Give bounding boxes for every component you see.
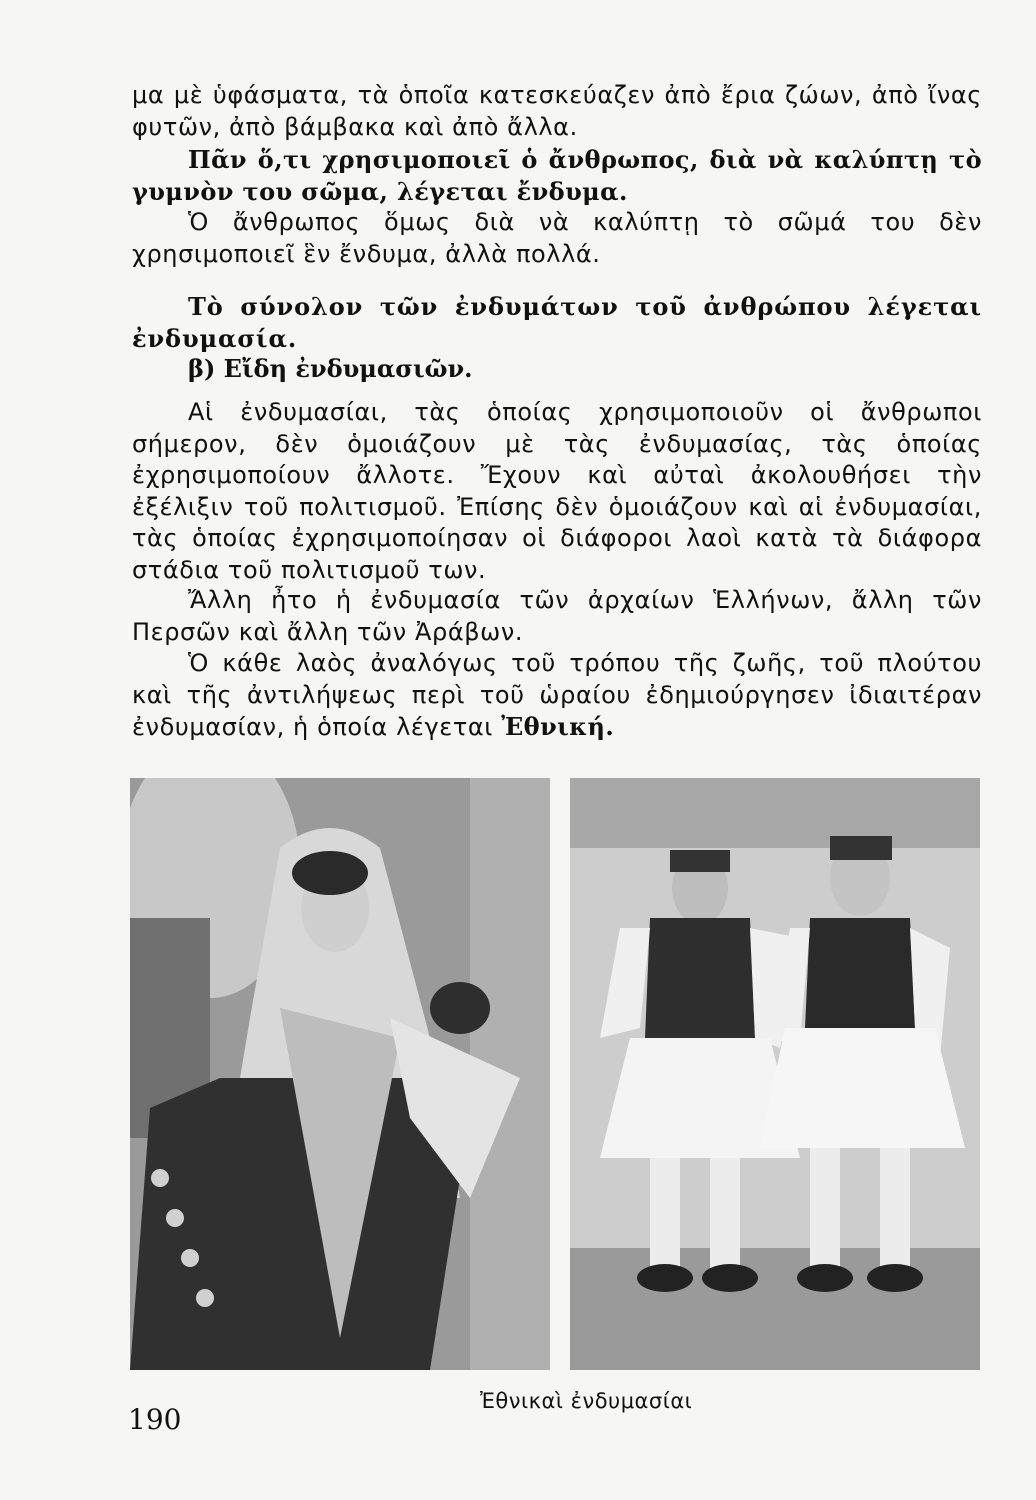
paragraph-5: Αἱ ἐνδυμασίαι, τὰς ὁποίας χρησιμοποιοῦν οἱ ἄνθρωποι σήμερον, δὲν ὁμοιάζουν μὲ τὰς ἐνδυμασίας, τὰς ὁποίας ἐχρησιμοποίουν ἄλλοτε. Ἔχουν καὶ αὐταὶ ἀκολουθήσει τὴν ἐξέλιξιν τοῦ πολιτισμοῦ. Ἐπίσης δὲν ὁμοιάζουν καὶ αἱ ἐνδυμασίαι, τὰς ὁποίας ἐχρησιμοποίησαν οἱ διάφοροι λαοὶ κατὰ τὰ διάφορα στάδια τοῦ πολιτισμοῦ των. [132,398,982,584]
section-heading: β) Εἴδη ἐνδυμασιῶν. [188,354,473,383]
paragraph-3: Ὁ ἄνθρωπος ὅμως διὰ νὰ καλύπτῃ τὸ σῶμά του δὲν χρησιμοποιεῖ ἓν ἔνδυμα, ἀλλὰ πολλά. [132,208,982,268]
paragraph-1: μα μὲ ὑφάσματα, τὰ ὁποῖα κατεσκεύαζεν ἀπὸ ἔρια ζώων, ἀπὸ ἴνας φυτῶν, ἀπὸ βάμβακα καὶ ἀπὸ ἄλλα. [132,81,982,141]
definition-attire: Τὸ σύνολον τῶν ἐνδυμάτων τοῦ ἀνθρώπου λέγεται ἐνδυμασία. [132,292,982,353]
photo-woman-costume [130,778,550,1370]
figure-caption: Ἐθνικαὶ ἐνδυμασίαι [480,1389,693,1413]
definition-garment: Πᾶν ὅ,τι χρησιμοποιεῖ ὁ ἄνθρωπος, διὰ νὰ καλύπτῃ τὸ γυμνὸν του σῶμα, λέγεται ἔνδυμα. [132,145,982,206]
paragraph-7 [132,648,982,744]
paragraph-7-text: Ὁ κάθε λαὸς ἀναλόγως τοῦ τρόπου τῆς ζωῆς, τοῦ πλούτου καὶ τῆς ἀντιλήψεως περὶ τοῦ ὡραίου ἐδημιούργησεν ἰδιαιτέραν ἐνδυμασίαν, ἡ ὁποία λέγεται [132,649,982,741]
page-number: 190 [128,1403,182,1436]
photo-evzone-costume [570,778,980,1370]
national-term: Ἐθνική. [501,712,615,741]
paragraph-6: Ἄλλη ἦτο ἡ ἐνδυμασία τῶν ἀρχαίων Ἑλλήνων, ἄλλη τῶν Περσῶν καὶ ἄλλη τῶν Ἀράβων. [132,586,982,646]
